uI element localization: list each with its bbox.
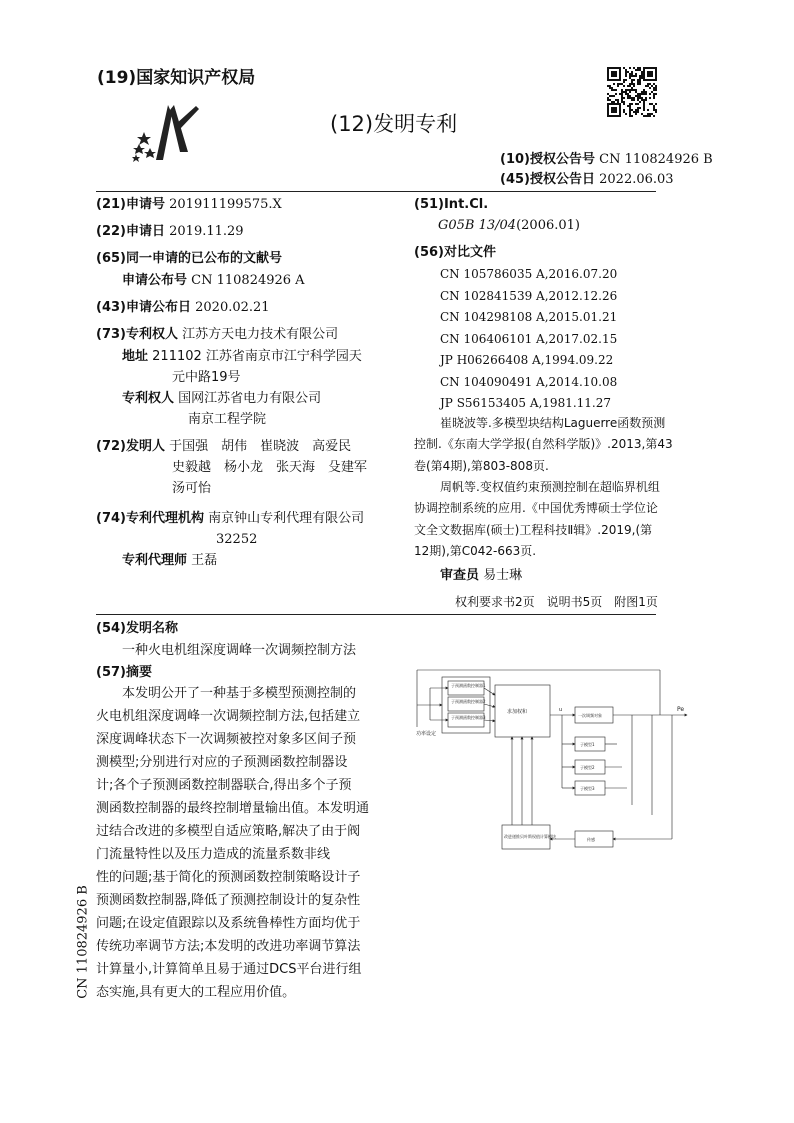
agent-row: [122, 551, 217, 571]
u-signal-label: u: [559, 707, 563, 713]
abstract-label: (57)摘要: [96, 665, 152, 680]
pe-output-label: Pe: [677, 706, 685, 713]
inventors-line-3: 汤可怡: [172, 481, 212, 496]
abstract-line: 测函数控制器的最终控制增量输出值。本发明通: [96, 801, 370, 816]
abstract-drawing: [412, 665, 697, 855]
inventors-label: (72)发明人: [96, 439, 165, 454]
abstract-divider: [96, 614, 656, 615]
int-cl-year: (2006.01): [516, 218, 580, 233]
examiner-label: 审查员: [440, 568, 480, 583]
abstract-line: 门流量特性以及压力造成的流量系数非线: [96, 847, 331, 862]
cited-references-list: [440, 264, 617, 415]
power-setpoint-label: 功率设定: [416, 731, 437, 737]
address-line-2: 元中路19号: [172, 370, 241, 385]
abstract-line: 问题;在设定值跟踪以及系统鲁棒性方面均优于: [96, 916, 361, 931]
patentee: 江苏方天电力技术有限公司: [182, 327, 339, 342]
agency: 南京钟山专利代理有限公司: [208, 511, 365, 526]
office-name: (19)国家知识产权局: [97, 68, 256, 88]
abstract-line: 测模型;分别进行对应的子预测函数控制器设: [96, 755, 348, 770]
literature-ref-1: 崔晓波等.多模型块结构Laguerre函数预测: [440, 416, 666, 430]
application-date: 2019.11.29: [169, 224, 244, 239]
application-date-label: (22)申请日: [96, 224, 165, 239]
agency-code: 32252: [216, 532, 258, 547]
abstract-line: 本发明公开了一种基于多模型预测控制的: [96, 686, 357, 701]
weighted-sum-label: 求加权和: [507, 709, 528, 715]
int-cl-label: (51)Int.Cl.: [414, 197, 489, 212]
model-3-label: 子模型3: [580, 786, 595, 791]
sensor-label: 传感: [587, 837, 595, 842]
model-1-label: 子模型1: [580, 742, 595, 747]
patentee-2: 国网江苏省电力有限公司: [178, 391, 322, 406]
literature-ref-2-cont: 协调控制系统的应用.《中国优秀博硕士学位论 文全文数据库(硕士)工程科技Ⅱ辑》.2019,(第 12期),第C042-663页.: [414, 501, 658, 558]
patentee-row: [96, 325, 338, 345]
same-application-label: (65)同一申请的已公布的文献号: [96, 251, 282, 266]
application-publication-label: 申请公布号: [122, 273, 188, 288]
inventors-row: [96, 437, 351, 457]
int-cl-row: [438, 216, 580, 236]
document-type: (12)发明专利: [330, 112, 458, 136]
sub-controller-3-label: 子预测函数控制器3: [451, 715, 486, 720]
abstract-line: 深度调峰状态下一次调频被控对象多区间子预: [96, 732, 357, 747]
publication-date-label: (45)授权公告日: [500, 172, 595, 187]
application-number-row: [96, 195, 282, 215]
publication-number-row: [500, 150, 713, 170]
application-publication-number: CN 110824926 A: [191, 273, 305, 288]
cited-references-label: (56)对比文件: [414, 245, 496, 260]
abstract-line: 火电机组深度调峰一次调频控制方法,包括建立: [96, 709, 361, 724]
application-number: 201911199575.X: [169, 197, 282, 212]
patentee-2-row: [122, 389, 321, 409]
inventors-line-2: 史毅越 杨小龙 张天海 殳建军: [172, 460, 368, 475]
reference-item: JP S56153405 A,1981.11.27: [440, 396, 611, 410]
reference-item: CN 104090491 A,2014.10.08: [440, 374, 618, 389]
inventors-line: 于国强 胡伟 崔晓波 高爱民: [169, 439, 352, 454]
reference-item: JP H06266408 A,1994.09.22: [440, 353, 614, 367]
agent-label: 专利代理师: [122, 553, 188, 568]
application-date-row: [96, 222, 244, 242]
agent: 王磊: [191, 553, 218, 568]
application-publication-date-row: [96, 298, 270, 318]
abstract-body: [96, 682, 384, 1004]
patentee-label: (73)专利权人: [96, 327, 178, 342]
literature-ref-1-cont: 控制.《东南大学学报(自然科学版)》.2013,第43 卷(第4期),第803-808页.: [414, 437, 673, 473]
page-counts: 权利要求书2页 说明书5页 附图1页: [455, 595, 658, 609]
title-label: (54)发明名称: [96, 621, 178, 636]
agency-label: (74)专利代理机构: [96, 511, 204, 526]
invention-title: 一种火电机组深度调峰一次调频控制方法: [122, 643, 357, 658]
int-cl-code: G05B 13/04: [438, 218, 517, 233]
application-publication-date: 2020.02.21: [195, 300, 270, 315]
object-label: 一次调频对象: [578, 713, 602, 718]
address-label: 地址: [122, 349, 149, 364]
reference-item: CN 105786035 A,2016.07.20: [440, 267, 618, 281]
cnipa-logo: [130, 100, 205, 165]
examiner: 易士琳: [483, 568, 523, 583]
abstract-line: 计;各个子预测函数控制器联合,得出多个子预: [96, 778, 352, 793]
model-2-label: 子模型2: [580, 765, 595, 770]
reference-item: CN 102841539 A,2012.12.26: [440, 288, 618, 303]
side-document-number: CN 110824926 B: [75, 885, 91, 999]
examiner-row: [440, 566, 522, 586]
qr-code: [607, 67, 657, 117]
abstract-line: 态实施,具有更大的工程应用价值。: [96, 985, 296, 1000]
literature-ref-2: 周帆等.变权值约束预测控制在超临界机组: [440, 480, 660, 494]
address-line: 211102 江苏省南京市江宁科学园天: [152, 349, 362, 364]
agency-row: [96, 509, 364, 529]
sub-controller-2-label: 子预测函数控制器2: [451, 699, 486, 704]
publication-date-row: [500, 170, 674, 190]
publication-date: 2022.06.03: [599, 172, 674, 187]
publication-number: CN 110824926 B: [599, 152, 713, 167]
patentee-2-label: 专利权人: [122, 391, 175, 406]
patentee-3: 南京工程学院: [188, 412, 267, 427]
abstract-line: 预测函数控制器,降低了预测控制设计的复杂性: [96, 893, 361, 908]
weight-calc-label: 改进递推贝叶斯权值计算模块: [504, 834, 556, 839]
header-divider: [96, 191, 656, 192]
abstract-line: 计算量小,计算简单且易于通过DCS平台进行组: [96, 962, 362, 977]
abstract-line: 性的问题;基于简化的预测函数控制策略设计子: [96, 870, 361, 885]
reference-item: CN 106406101 A,2017.02.15: [440, 331, 618, 346]
sub-controller-1-label: 子预测函数控制器1: [451, 683, 486, 688]
abstract-line: 传统功率调节方法;本发明的改进功率调节算法: [96, 939, 361, 954]
abstract-line: 过结合改进的多模型自适应策略,解决了由于阀: [96, 824, 361, 839]
reference-item: CN 104298108 A,2015.01.21: [440, 310, 618, 324]
application-number-label: (21)申请号: [96, 197, 165, 212]
application-publication-row: [122, 271, 305, 291]
address-row: [122, 347, 362, 367]
application-publication-date-label: (43)申请公布日: [96, 300, 191, 315]
publication-number-label: (10)授权公告号: [500, 152, 595, 167]
